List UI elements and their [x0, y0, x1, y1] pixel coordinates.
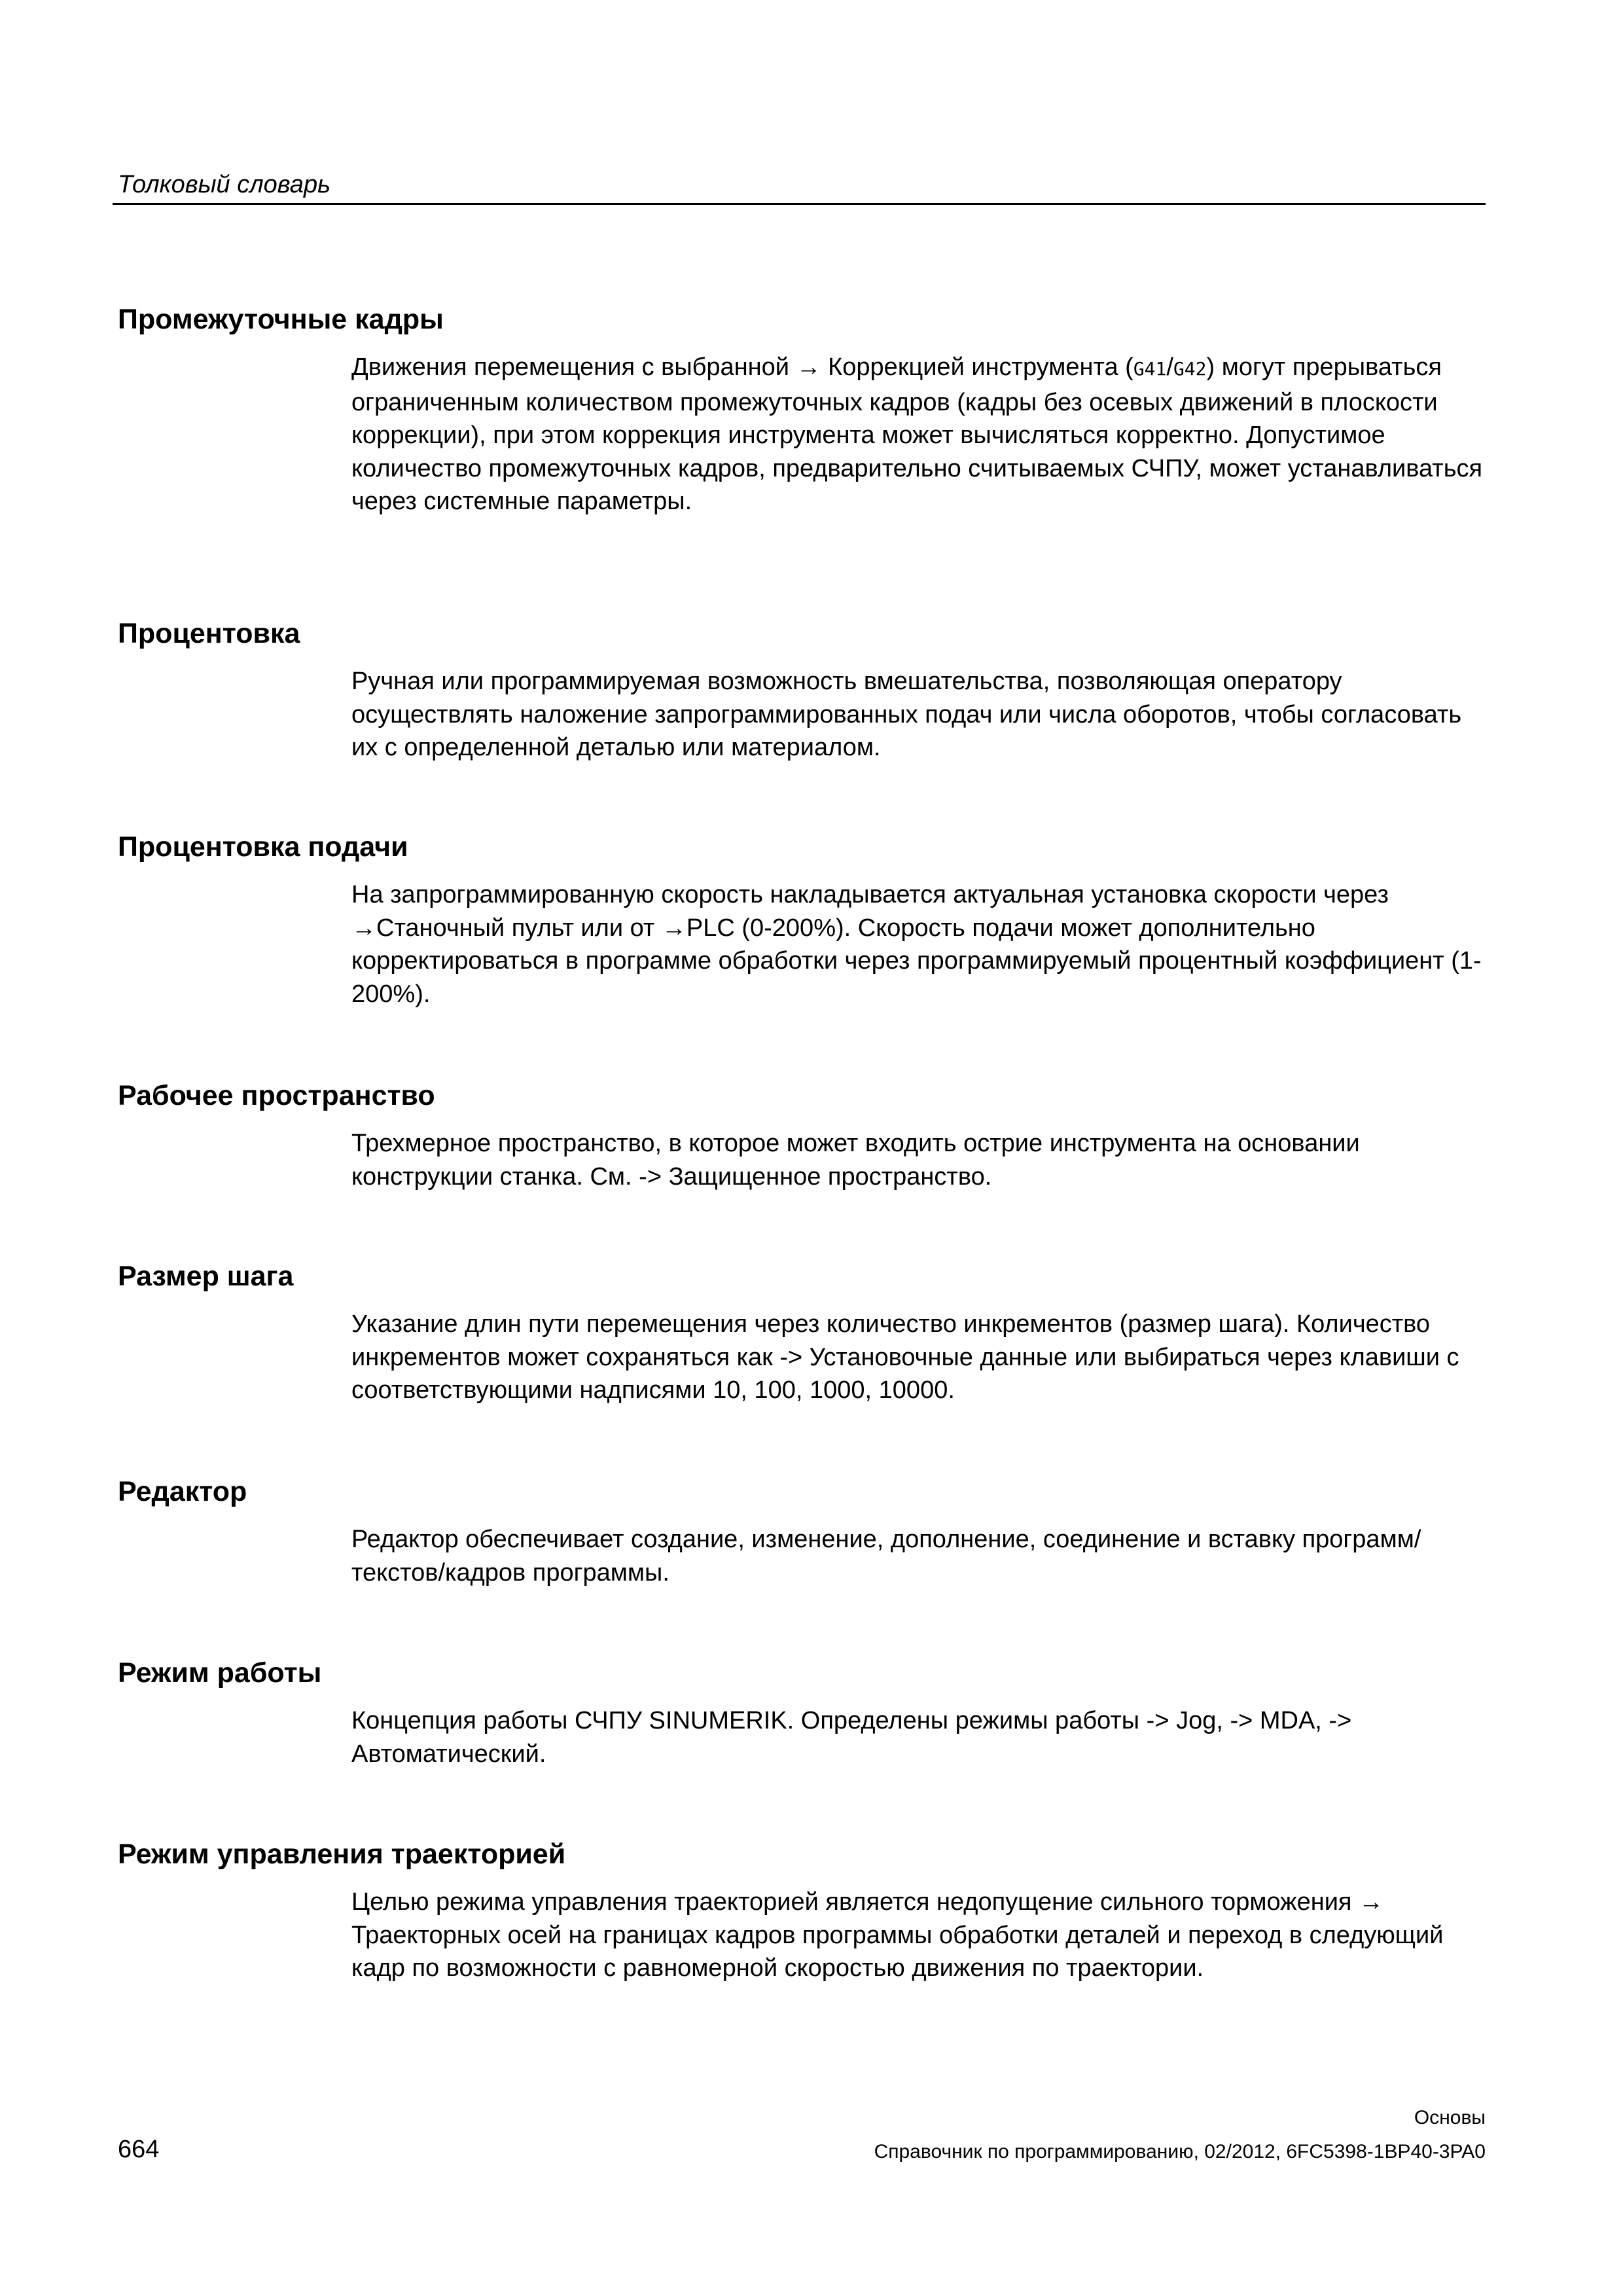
glossary-entry: [118, 1259, 1486, 1407]
footer-series: Основы: [1414, 2107, 1486, 2128]
footer-reference: Справочник по программированию, 02/2012, 6FC5398-1BP40-3PA0: [874, 2141, 1486, 2162]
page-number: 664: [118, 2136, 160, 2163]
glossary-term: Рабочее пространство: [118, 1080, 435, 1111]
glossary-definition: На запрограммированную скорость накладывается актуальная установка скорости через →Станочный пульт или от →PLC (0-200%). Скорость подачи может дополнительно корректироваться в программе обработки через программируемый процентный коэффициент (1-200%).: [351, 881, 1482, 1008]
glossary-term: Промежуточные кадры: [118, 304, 444, 335]
glossary-entry: [118, 302, 1486, 518]
glossary-definition: Концепция работы СЧПУ SINUMERIK. Определены режимы работы -> Jog, -> MDA, -> Автоматический.: [351, 1707, 1352, 1768]
code-g41: G41: [1133, 358, 1167, 380]
glossary-entry: [118, 1837, 1486, 1985]
glossary-definition: Указание длин пути перемещения через количество инкрементов (размер шага). Количество инкрементов может сохраняться как -> Установочные данные или выбираться через клавиши с соответствующими надписями 10, 100, 1000, 10000.: [351, 1310, 1459, 1404]
code-g42: G42: [1173, 358, 1207, 380]
glossary-term: Режим работы: [118, 1657, 322, 1689]
glossary-term: Процентовка подачи: [118, 831, 408, 863]
definition-text: Движения перемещения с выбранной → Коррекцией инструмента (: [351, 353, 1133, 381]
header-title: Толковый словарь: [118, 171, 331, 198]
definition-text: /: [1166, 353, 1173, 381]
definition-text: ) могут прерываться ограниченным количеством промежуточных кадров (кадры без осевых движений в плоскости коррекции), при этом коррекция инструмента может вычисляться корректно. Допустимое количество промежуточных кадров, предварительно считываемых СЧПУ, может устанавливаться через системные параметры.: [351, 353, 1483, 515]
glossary-term: Процентовка: [118, 618, 300, 649]
page-header: [113, 164, 1486, 205]
glossary-entry: [118, 830, 1486, 1011]
glossary-definition: Редактор обеспечивает создание, изменение, дополнение, соединение и вставку программ/текстов/кадров программы.: [351, 1526, 1421, 1587]
glossary-definition: Трехмерное пространство, в которое может входить острие инструмента на основании конструкции станка. См. -> Защищенное пространство.: [351, 1130, 1360, 1191]
glossary-definition: Целью режима управления траекторией является недопущение сильного торможения → Траекторных осей на границах кадров программы обработки деталей и переход в следующий кадр по возможности с равномерной скоростью движения по траектории.: [351, 1888, 1444, 1982]
glossary-term: Размер шага: [118, 1261, 294, 1292]
glossary-entry: [118, 1475, 1486, 1589]
glossary-entry: [118, 617, 1486, 764]
glossary-term: Режим управления траекторией: [118, 1839, 566, 1870]
glossary-entry: [118, 1656, 1486, 1770]
glossary-definition: Ручная или программируемая возможность вмешательства, позволяющая оператору осуществлять наложение запрограммированных подач или числа оборотов, чтобы согласовать их с определенной деталью или материалом.: [351, 668, 1462, 761]
glossary-term: Редактор: [118, 1476, 247, 1507]
glossary-entry: [118, 1079, 1486, 1193]
glossary-definition: [351, 351, 1486, 518]
